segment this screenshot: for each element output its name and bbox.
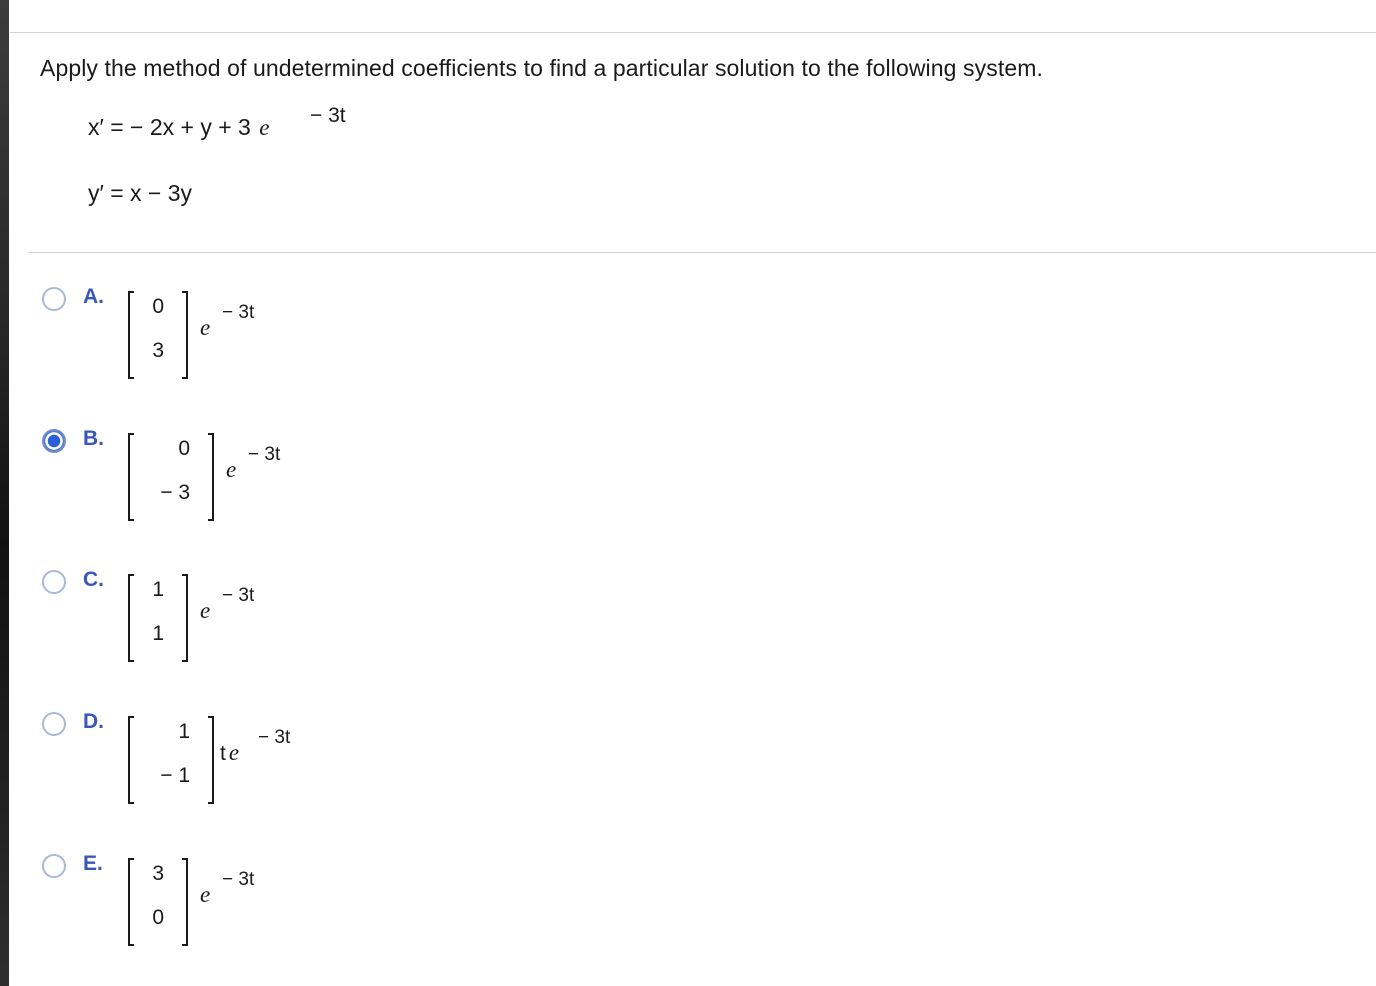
radio-d[interactable] <box>42 712 66 736</box>
option-d-multiplier: t <box>220 742 226 765</box>
vector-entry-bottom: − 1 <box>160 764 190 787</box>
option-a-letter: A. <box>83 285 104 308</box>
right-bracket <box>182 574 188 662</box>
option-c-exponential <box>200 585 255 624</box>
option-d-exp-base: e <box>228 740 240 765</box>
option-e-letter: E. <box>83 852 103 875</box>
option-a[interactable] <box>40 285 540 385</box>
equation-x-exp-base: e <box>259 115 270 140</box>
right-bracket <box>182 291 188 379</box>
right-bracket <box>208 716 214 804</box>
option-d-exponential <box>220 727 291 766</box>
radio-b[interactable] <box>42 429 66 453</box>
left-bracket <box>128 574 134 662</box>
equation-x-exponent: − 3t <box>310 104 346 127</box>
radio-e[interactable] <box>42 854 66 878</box>
option-c-exp-base: e <box>200 598 211 623</box>
option-e-exponent: − 3t <box>222 869 255 890</box>
option-b-exp-base: e <box>226 457 237 482</box>
left-bracket <box>128 433 134 521</box>
option-c-letter: C. <box>83 568 104 591</box>
option-c[interactable] <box>40 568 540 668</box>
radio-a[interactable] <box>42 287 66 311</box>
option-a-exp-base: e <box>200 315 211 340</box>
option-b-vector <box>128 433 214 521</box>
top-divider <box>10 32 1376 33</box>
left-bracket <box>128 716 134 804</box>
left-bracket <box>128 291 134 379</box>
vector-entry-bottom: 1 <box>152 622 164 645</box>
vector-entry-bottom: − 3 <box>160 481 190 504</box>
option-a-exponential <box>200 302 255 341</box>
window-edge <box>0 0 9 986</box>
option-d-letter: D. <box>83 710 104 733</box>
left-bracket <box>128 858 134 946</box>
option-a-exponent: − 3t <box>222 302 255 323</box>
radio-c[interactable] <box>42 570 66 594</box>
right-bracket <box>182 858 188 946</box>
option-a-vector <box>128 291 188 379</box>
option-d-vector <box>128 716 214 804</box>
equation-x-lhs: x′ = − 2x + y + 3 <box>88 114 251 140</box>
vector-entry-top: 3 <box>152 862 164 885</box>
option-e-exp-base: e <box>200 882 211 907</box>
answer-divider <box>28 252 1376 253</box>
option-c-vector <box>128 574 188 662</box>
equation-x <box>88 104 346 141</box>
vector-entry-top: 1 <box>178 720 190 743</box>
option-d-exponent: − 3t <box>258 727 291 748</box>
vector-entry-bottom: 3 <box>152 339 164 362</box>
option-e-vector <box>128 858 188 946</box>
option-d[interactable] <box>40 710 540 810</box>
vector-entry-top: 1 <box>152 578 164 601</box>
vector-entry-top: 0 <box>178 437 190 460</box>
equation-y: y′ = x − 3y <box>88 180 193 206</box>
option-e-exponential <box>200 869 255 908</box>
vector-entry-bottom: 0 <box>152 906 164 929</box>
vector-entry-top: 0 <box>152 295 164 318</box>
option-c-exponent: − 3t <box>222 585 255 606</box>
option-b-exponent: − 3t <box>248 444 281 465</box>
right-bracket <box>208 433 214 521</box>
question-prompt: Apply the method of undetermined coefficients to find a particular solution to the following system. <box>40 55 1043 81</box>
option-b-exponential <box>226 444 281 483</box>
option-b-letter: B. <box>83 427 104 450</box>
option-b[interactable] <box>40 427 540 527</box>
option-e[interactable] <box>40 852 540 952</box>
